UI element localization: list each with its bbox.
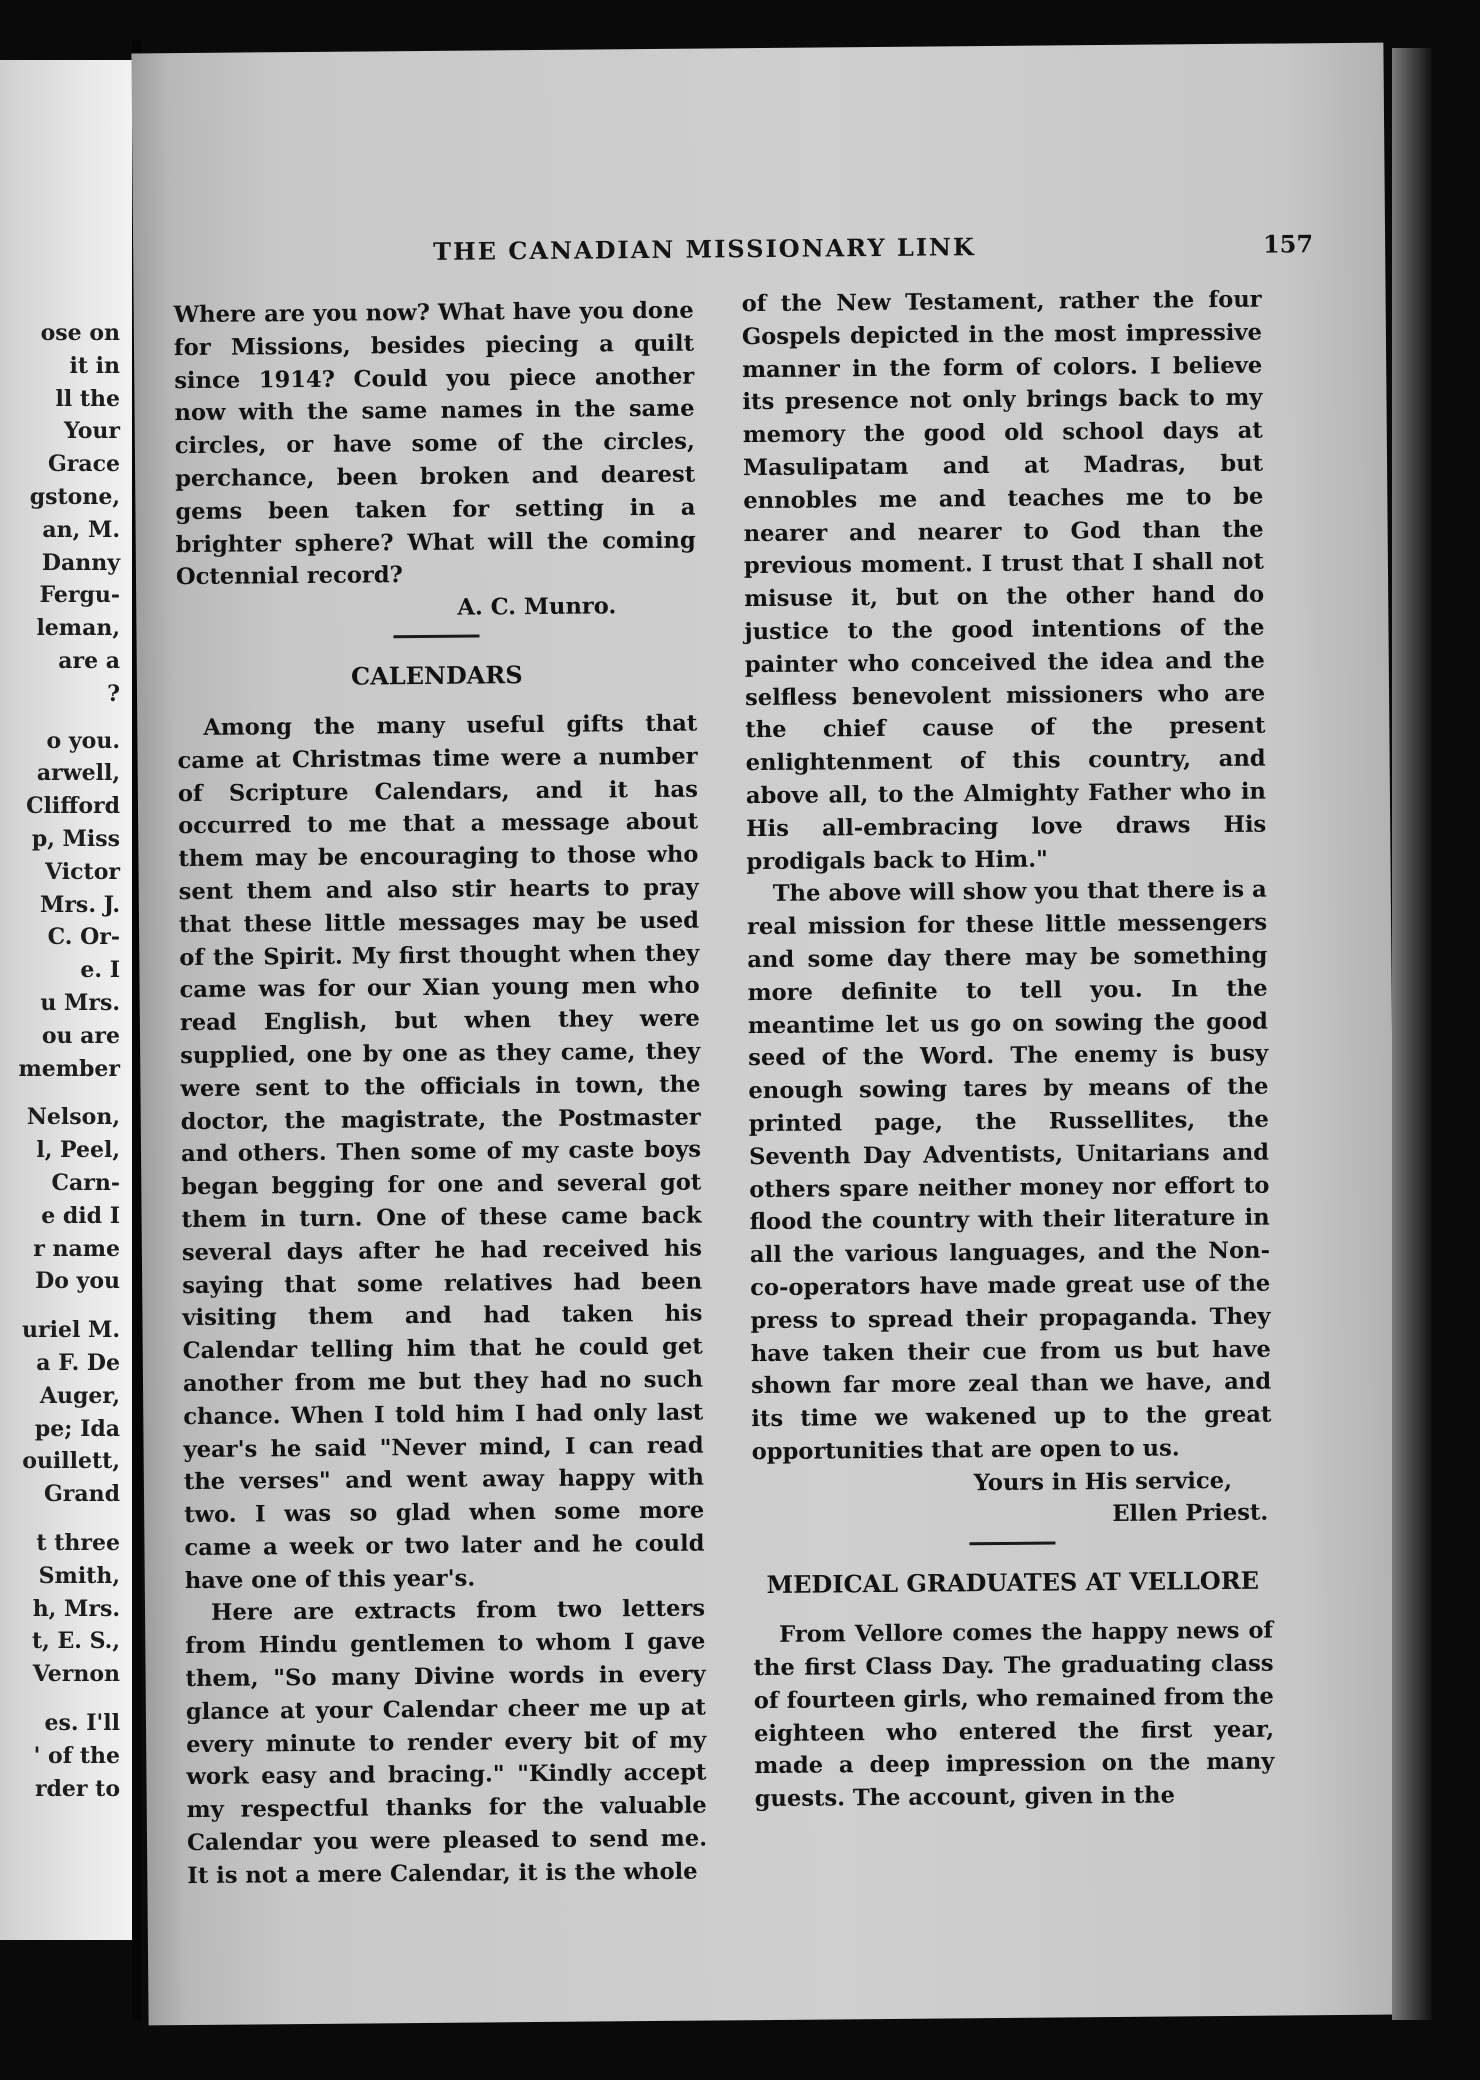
facing-page-text: ou are: [41, 1022, 120, 1049]
facing-page-text: Auger,: [39, 1382, 120, 1409]
facing-page-text: ouillett,: [22, 1448, 120, 1475]
facing-page-text: ?: [107, 680, 120, 707]
facing-page-text: pe; Ida: [34, 1415, 120, 1442]
facing-page-text: a F. De: [36, 1350, 120, 1376]
facing-page-text: Carn-: [51, 1170, 120, 1196]
paragraph: From Vellore comes the happy news of the first Class Day. The graduating class of fourteen girls, who remained from the eighteen who entered the first year, made a deep impression on the many guests. The account, given in the: [753, 1617, 1275, 1813]
facing-page-text: uriel M.: [22, 1317, 120, 1344]
facing-page-text: rder to: [34, 1775, 120, 1802]
section-heading-medical-graduates: MEDICAL GRADUATES AT VELLORE: [766, 1566, 1260, 1600]
facing-page-text: member: [18, 1055, 120, 1082]
facing-page-text: Victor: [45, 858, 120, 885]
section-heading-calendars: CALENDARS: [350, 660, 523, 691]
facing-page-text: t, E. S.,: [32, 1628, 120, 1655]
facing-page-text: Clifford: [26, 793, 120, 820]
facing-page-text: Grand: [43, 1481, 120, 1508]
facing-page-text: Smith,: [38, 1562, 120, 1589]
letter-closing: Yours in His service,: [973, 1467, 1233, 1496]
facing-page-fragment: [0, 60, 132, 1940]
facing-page-text: e did I: [41, 1202, 120, 1229]
facing-page-text: ose on: [40, 320, 120, 346]
facing-page-text: Mrs. J.: [39, 891, 120, 918]
facing-page-text: h, Mrs.: [32, 1595, 120, 1622]
column-left: [174, 295, 708, 1893]
page-number: 157: [1262, 229, 1314, 259]
facing-page-text: Do you: [35, 1268, 120, 1295]
facing-page-text: arwell,: [36, 760, 120, 787]
column-right: [741, 284, 1274, 1817]
facing-page-text: ll the: [55, 385, 120, 412]
facing-page-text: o you.: [46, 727, 120, 754]
facing-page-text: u Mrs.: [40, 990, 120, 1016]
facing-page-text: t three: [36, 1530, 120, 1556]
facing-page-text: ' of the: [33, 1742, 120, 1769]
journal-title: THE CANADIAN MISSIONARY LINK: [433, 232, 976, 266]
section-rule: [969, 1542, 1055, 1546]
paragraph: Among the many useful gifts that came at Christmas time were a number of Scripture Calendars, and it has occurred to me that a message about them may be encouraging to those who sent them and also stir hearts to pray that these little messages may be used of the Spirit. My first thought when they came was for our Xian young men who read English, but when they were supplied, one by one as they came, they were sent to the officials in town, the doctor, the magistrate, the Postmaster and others. Then some of my caste boys began begging for one and several got them in turn. One of these came back several days after he had received his saying that some relatives had been visiting them and had taken his Calendar telling him that he could get another from me but they had no such chance. When I told him I had only last year's he said "Never mind, I can read the verses" and went away happy with two. I was so glad when some more came a week or two later and he could have one of this year's.: [177, 710, 705, 1594]
page: [131, 43, 1400, 2026]
facing-page-text: Nelson,: [26, 1104, 120, 1131]
paragraph: of the New Testament, rather the four Gospels depicted in the most impressive manner in the form of colors. I believe its presence not only brings back to my memory the good old school days at Masulipatam and at Madras, but ennobles me and teaches me to be nearer and nearer to God than the previous moment. I trust that I shall not misuse it, but on the other hand do justice to the good intentions of the painter who conceived the idea and the selfless benevolent missioners who are the chief cause of the present enlightenment of this country, and above all, to the Almighty Father who in His all-embracing love draws His prodigals back to Him.": [741, 286, 1267, 875]
facing-page-text: it in: [69, 352, 120, 379]
facing-page-text: leman,: [36, 615, 120, 642]
paragraph: The above will show you that there is a real mission for these little messengers and some day there may be something more definite to tell you. In the meantime let us go on sowing the good seed of the Word. The enemy is busy enough sowing tares by means of the printed page, the Russellites, the Seventh Day Adventists, Unitarians and others spare neither money nor effort to flood the country with their literature in all the various languages, and the Non-co-operators have made great use of the press to spread their propaganda. They have taken their cue from us but have shown far more zeal than we have, and its time we wakened up to the great opportunities that are open to us.: [746, 876, 1272, 1466]
intro-paragraph: Where are you now? What have you done for Missions, besides piecing a quilt since 1914? Could you piece another now with the same names in the same circles, or have some of the circles, perchance, been broken and dearest gems been taken for setting in a brighter sphere? What will the coming Octennial record?: [173, 297, 696, 591]
paragraph: Here are extracts from two letters from Hindu gentlemen to whom I gave them, "So many Divine words in every glance at your Calendar cheer me up at every minute to render every bit of my work easy and bracing." "Kindly accept my respectful thanks for the valuable Calendar you were pleased to send me. It is not a mere Calendar, it is the whole: [185, 1596, 708, 1889]
running-header: [433, 229, 1313, 266]
facing-page-text: p, Miss: [31, 826, 120, 852]
facing-page-text: C. Or-: [47, 924, 120, 951]
facing-page-text: are a: [58, 648, 120, 674]
facing-page-text: r name: [33, 1235, 120, 1262]
section-rule: [394, 634, 480, 638]
facing-page-text: an, M.: [42, 516, 120, 543]
facing-page-text: gstone,: [29, 484, 120, 510]
facing-page-text: Grace: [47, 451, 120, 478]
facing-page-text: Vernon: [32, 1661, 120, 1688]
page-edge: [1392, 48, 1432, 2020]
author-signature: A. C. Munro.: [457, 593, 617, 621]
facing-page-text: Fergu-: [39, 582, 120, 609]
author-signature: Ellen Priest.: [1112, 1500, 1269, 1528]
facing-page-text: Danny: [41, 549, 120, 576]
facing-page-text: l, Peel,: [36, 1137, 120, 1164]
facing-page-text: e. I: [80, 957, 120, 984]
facing-page-text: es. I'll: [44, 1710, 120, 1736]
facing-page-text: Your: [63, 418, 120, 445]
